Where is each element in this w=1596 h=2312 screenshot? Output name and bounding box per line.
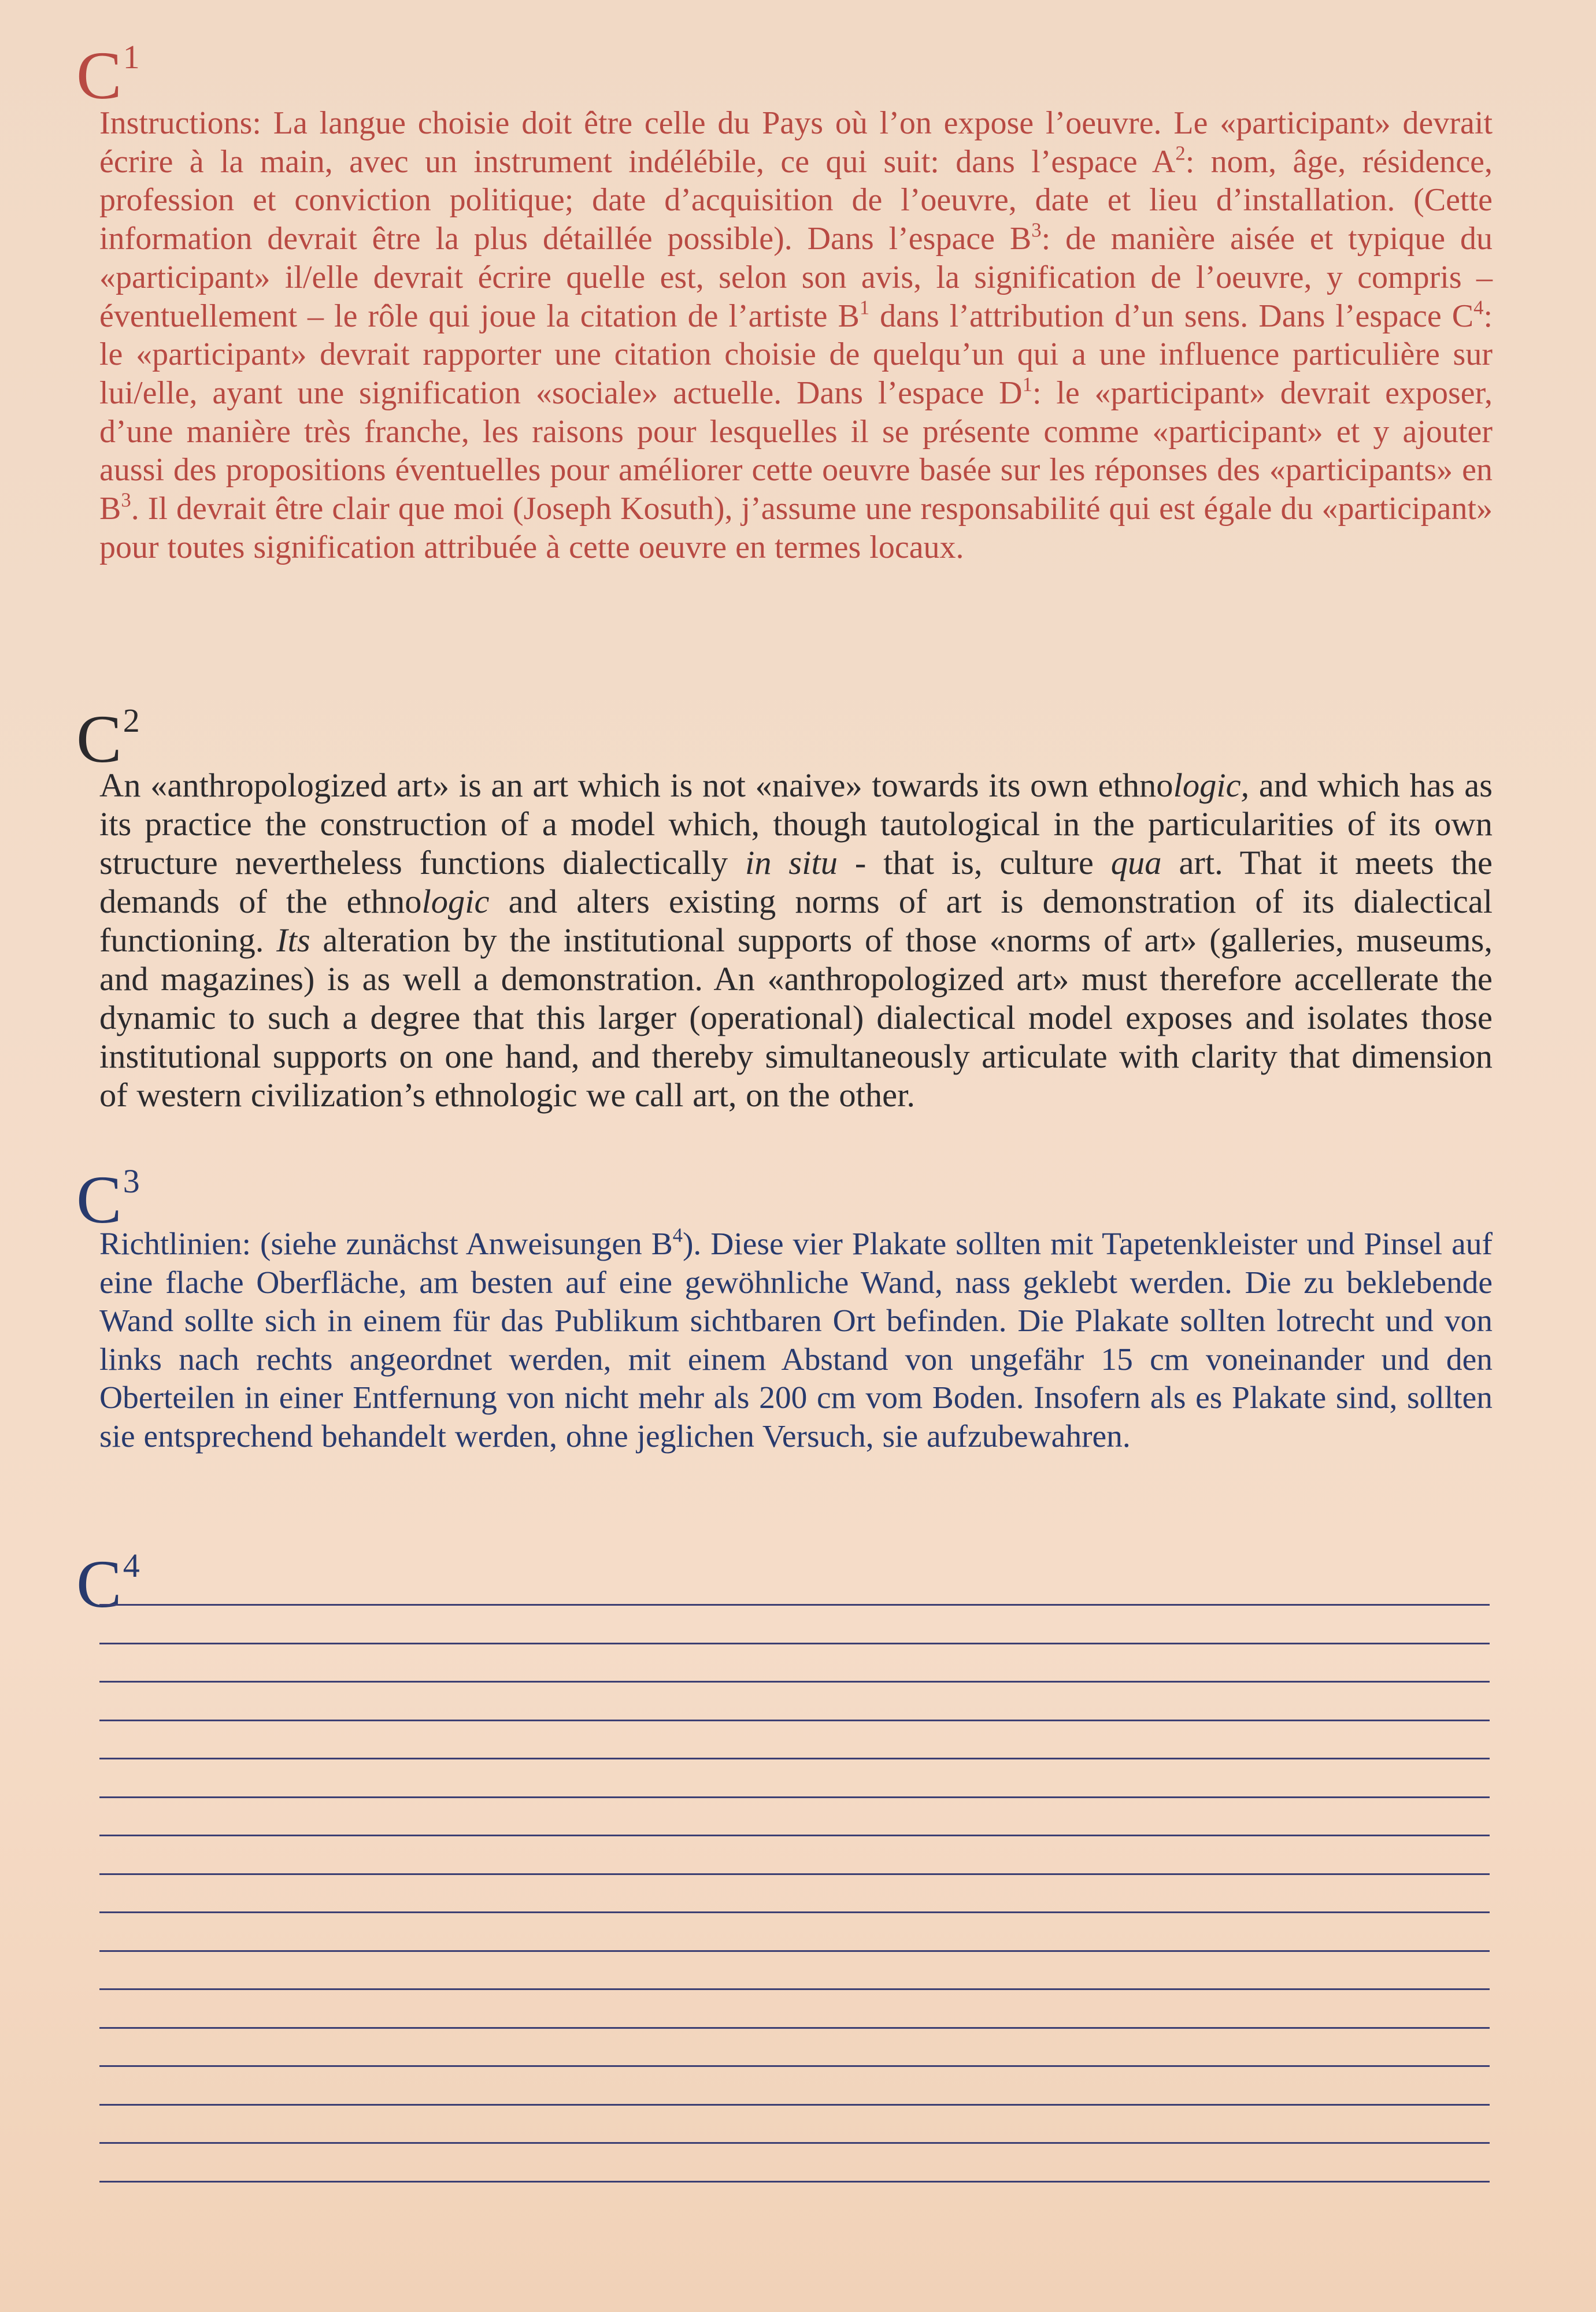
c4-rule-line <box>99 1643 1490 1644</box>
c2-heading <box>76 701 139 777</box>
c4-rule-line <box>99 1835 1490 1836</box>
c1-heading-number: 1 <box>123 38 139 76</box>
c4-rule-line <box>99 1950 1490 1952</box>
c3-heading <box>76 1162 139 1237</box>
c2-heading-letter: C <box>76 701 121 777</box>
c2-anthropologized-art-text: An «anthropologized art» is an art which is not «naive» towards its own ethnologic, and which has as its practice the construction of a model which, though tautological in the particularities of its own structure nevertheless functions dialectically in situ - that is, culture qua art. That it meets the demands of the ethnologic and alters existing norms of art is demonstration of its dialectical functioning. Its alteration by the institutional supports of those «norms of art» (galleries, museums, and magazines) is as well a demonstration. An «anthropologized art» must therefore accellerate the dynamic to such a degree that this larger (operational) dialectical model exposes and isolates those institutional supports on one hand, and thereby simultaneously articulate with clarity that dimension of western civilization’s ethnologic we call art, on the other. <box>99 766 1493 1114</box>
c4-rule-line <box>99 2181 1490 2183</box>
c4-rule-line <box>99 2142 1490 2144</box>
c4-rule-line <box>99 1604 1490 1606</box>
c4-rule-line <box>99 1758 1490 1759</box>
c4-rule-line <box>99 1796 1490 1798</box>
c4-writing-lines[interactable] <box>99 1604 1490 2219</box>
c1-instructions-text: Instructions: La langue choisie doit être celle du Pays où l’on expose l’oeuvre. Le «participant» devrait écrire à la main, avec un instrument indélébile, ce qui suit: dans l’espace $A^2$: nom, âge, résidence, profession et conviction politique; date d’acquisition de l’oeuvre, date et lieu d’installation. (Cette information devrait être la plus détaillée possible). Dans l’espace $B^3$: de manière aisée et typique du «participant» il/elle devrait écrire quelle est, selon son avis, la signification de l’oeuvre, y compris – éventuellement – le rôle qui joue la citation de l’artiste $B^1$ dans l’attribution d’un sens. Dans l’espace $C^4$: le «participant» devrait rapporter une citation choisie de quelqu’un qui a une influence particulière sur lui/elle, ayant une signification «sociale» actuelle. Dans l’espace $D^1$: le «participant» devrait exposer, d’une manière très franche, les raisons pour lesquelles il se présente comme «participant» et y ajouter aussi des propositions éventuelles pour améliorer cette oeuvre basée sur les réponses des «participants» en $B^3$. Il devrait être clair que moi (Joseph Kosuth), j’assume une responsabilité qui est égale du «participant» pour toutes signification attribuée à cette oeuvre en termes locaux. <box>99 105 1493 565</box>
c1-heading <box>76 38 139 113</box>
c3-heading-number: 3 <box>123 1162 139 1200</box>
c4-rule-line <box>99 2065 1490 2067</box>
c4-rule-line <box>99 2027 1490 2029</box>
c2-heading-number: 2 <box>123 702 139 739</box>
c4-rule-line <box>99 1681 1490 1683</box>
c4-rule-line <box>99 1988 1490 1990</box>
c4-heading-number: 4 <box>123 1547 139 1584</box>
c4-rule-line <box>99 1911 1490 1913</box>
c3-richtlinien-text: Richtlinien: (siehe zunächst Anweisungen $B^4$). Diese vier Plakate sollten mit Tapetenkleister und Pinsel auf eine flache Oberfläche, am besten auf eine gewöhnliche Wand, nass geklebt werden. Die zu beklebende Wand sollte sich in einem für das Publikum sichtbaren Ort befinden. Die Plakate sollten lotrecht und von links nach rechts angeordnet werden, mit einem Abstand von ungefähr 15 cm voneinander und den Oberteilen in einer Entfernung von nicht mehr als 200 cm vom Boden. Insofern als es Plakate sind, sollten sie entsprechend behandelt werden, ohne jeglichen Versuch, sie aufzubewahren. <box>99 1224 1493 1454</box>
c4-heading-letter: C <box>76 1546 121 1622</box>
c1-heading-letter: C <box>76 38 121 113</box>
c3-heading-letter: C <box>76 1162 121 1237</box>
c4-rule-line <box>99 2104 1490 2106</box>
c4-rule-line <box>99 1720 1490 1721</box>
c4-rule-line <box>99 1873 1490 1875</box>
